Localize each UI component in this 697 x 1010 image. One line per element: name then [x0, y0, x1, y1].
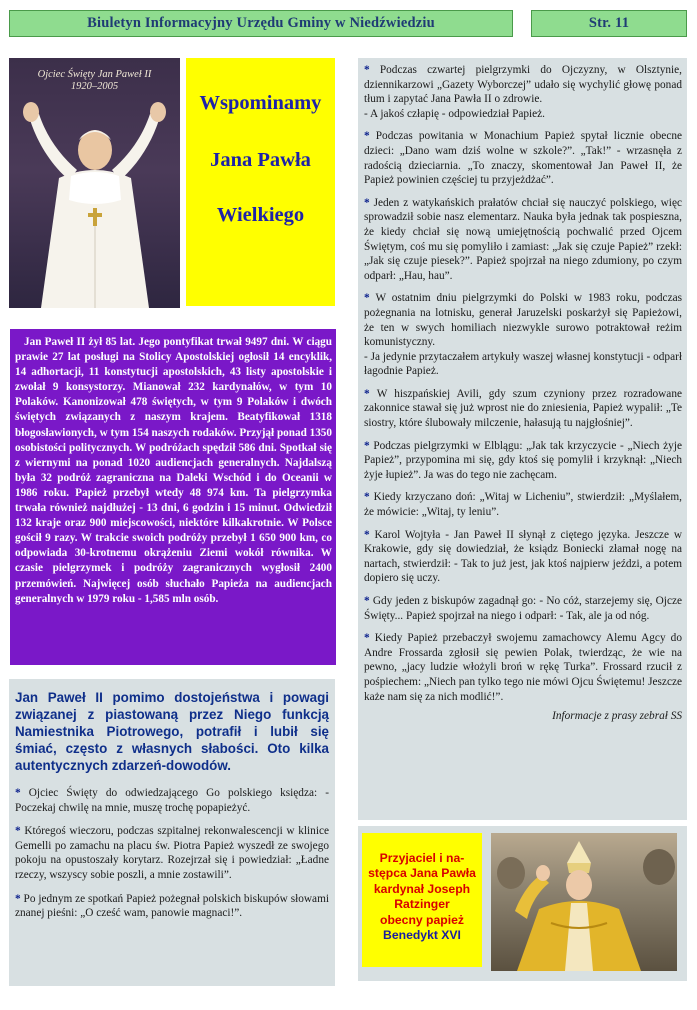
anecdote-item: * Karol Wojtyła - Jan Paweł II słynął z ciętego języka. Jeszcze w Krakowie, gdy się dowiedział, że ksiądz Boniecki złamał nogę na nartach, stwierdził: - Tak to już jest, jak ktoś najpierw jeździ, a potem dopiero się uczy. — [364, 528, 682, 585]
anecdote-item: * Podczas pielgrzymki w Elblągu: „Jak tak krzyczycie - „Niech żyje Papież”, przypomina mi się, gdy ktoś się pomylił i krzyknął: „Niech żyje łupież”. Ja was do tego nie zachęcam. — [364, 439, 682, 481]
anecdote-item: * Któregoś wieczoru, podczas szpitalnej rekonwalescencji w klinice Gemelli po zamachu na placu św. Piotra Papież wyszedł ze swojego pokoju na opustoszały korytarz. Rozejrzał się i powiedział: „Ładne rzeczy, wszyscy sobie poszli, a mnie zostawili”. — [15, 825, 329, 881]
anecdote-item: * Gdy jeden z biskupów zagadnął go: - No cóż, starzejemy się, Ojcze Święty... Papież spojrzał na niego i odparł: - Tak, ale ja od nóg. — [364, 595, 682, 622]
pope-photo-caption-years: 1920–2005 — [70, 81, 119, 92]
anecdote-item: * Podczas powitania w Monachium Papież spytał licznie obecne dzieci: „Dano wam dziś wolne w szkole?”. „Tak!” - wrzasnęła z radością dzieciarnia. „To znaczy, skomentował Jan Paweł II, że Papież powinien częściej tu przyjeżdżać”. — [364, 130, 682, 187]
memorial-title-box — [186, 58, 335, 306]
memorial-title-line-1: Wspominamy — [199, 92, 322, 114]
page-number-box — [531, 10, 687, 37]
successor-caption-line-5: obecny papież — [380, 912, 464, 927]
anecdote-item: * Podczas czwartej pielgrzymki do Ojczyzny, w Olsztynie, dziennikarzowi „Gazety Wyborczej” udało się wychylić głowę ponad tłum i zapytać Jana Pawła II o zdrowie. - A jakoś człapię - odpowiedział Papież. — [364, 64, 682, 120]
memorial-title-line-3: Wielkiego — [216, 204, 305, 226]
pope-photo — [9, 58, 180, 308]
benedict-photo — [491, 833, 677, 971]
bulletin-title: Biuletyn Informacyjny Urzędu Gminy w Niedźwiedziu — [87, 15, 435, 31]
successor-caption-line-2: stępca Jana Pawła — [368, 866, 476, 881]
anecdote-item: * Kiedy Papież przebaczył swojemu zamachowcy Alemu Agcy do Andre Frossarda zgłosił się pewien Polak, twierdząc, że wie na pewno, „jacy ludzie włożyli broń w rękę Turka”. Frossard rzucił z pośpiechem: „Niech pan tylko tego nie mówi Ojcu Świętemu! Jeszcze każe nam się za nich modlić!”. — [364, 632, 682, 703]
memorial-title-line-2: Jana Pawła — [210, 149, 311, 171]
anecdote-item: * W hiszpańskiej Avili, gdy szum czyniony przez rozradowane zakonnice stawał się już wprost nie do zniesienia, Papież wypalił: „Te siostry, które ślubowały milczenie, hałasują tu najgłośniej”. — [364, 387, 682, 430]
anecdotes-intro-box — [9, 679, 335, 986]
anecdotes-column — [358, 58, 687, 820]
anecdote-item: * Po jednym ze spotkań Papież pożegnał polskich biskupów słowami znanej pieśni: „O cześć wam, panowie magnaci!”. — [15, 892, 329, 920]
successor-caption-box — [362, 833, 482, 967]
bulletin-title-bar — [9, 10, 513, 37]
benedict-figure-illustration — [491, 833, 677, 971]
page-number: Str. 11 — [588, 15, 630, 31]
anecdote-item: * W ostatnim dniu pielgrzymki do Polski w 1983 roku, podczas pożegnania na lotnisku, generał Jaruzelski poskarżył się Papieżowi, że ten w swych homiliach niezwykle surowo potraktował reżim komunistyczny. - Ja jedynie przytaczałem artykuły waszej własnej konstytucji - odparł łagodnie Papież. — [364, 292, 682, 378]
compiler-signature: Informacje z prasy zebrał SS — [552, 710, 682, 723]
anecdote-item: * Jeden z watykańskich prałatów chciał się nauczyć polskiego, więc sprowadził sobie nasz elementarz. Nauka była jednak tak pospieszna, że kiedy chciał się nową umiejętnością pochwalić przed Ojcem Świętym, coś mu się pomyliło i zamiast: „Jak się czuje Papież” rzekł: „Jak się czuje piesek?”. Papież spojrzał na niego zdumiony, po czym odparł: „Hau, hau”. — [364, 196, 682, 282]
anecdotes-lead: Jan Paweł II pomimo dostojeństwa i powagi związanej z piastowaną przez Niego funkcją Namiestnika Piotrowego, potrafił i lubił się śmiać, często z własnych słabości. Oto kilka autentycznych zdarzeń-dowodów. — [15, 690, 329, 773]
pope-figure-illustration — [9, 58, 180, 308]
anecdote-item: * Kiedy krzyczano doń: „Witaj w Licheniu”, stwierdził: „Myślałem, że mówicie: „Witaj, ty leniu”. — [364, 491, 682, 519]
pontificate-statistics-box — [10, 329, 336, 665]
pontificate-statistics-text: Jan Paweł II żył 85 lat. Jego pontyfikat trwał 9497 dni. W ciągu prawie 27 lat posługi na Stolicy Apostolskiej ogłosił 14 encyklik, 14 adhortacji, 11 konstytucji apostolskich, 43 listy apostolskie i zwołał 9 konsystorzy. Mianował 232 kardynałów, w tym 10 Polaków. Kanonizował 478 świętych, w tym 9 Polaków i dwóch świętych związanych z naszym krajem. Beatyfikował 1318 błogosławionych, w tym 154 naszych rodaków. Przyjął ponad 1350 osobistości politycznych. W podróżach spędził 586 dni. Spotkał się z wiernymi na ponad 1020 audiencjach generalnych. Najdalszą była 32 podróż zagraniczna na Daleki Wschód i do Oceanii w 1986 roku. Papież przebył wtedy 48 974 km. Ta pielgrzymka trwała również najdłużej - 13 dni, 6 godzin i 15 minut. Odwiedził 132 kraje oraz 900 miejscowości, niektóre kilkakrotnie. W Polsce gościł 9 razy. W trakcie swoich podróży przebył 1 650 900 km, co odpowiada 30-krotnemu okrążeniu Ziemi wokół równika. W czasie pielgrzymek i podróży zagranicznych wygłosił 2400 przemówień. Najwięcej osób słuchało Papieża na audiencjach generalnych w 1979 roku - 1,585 mln osób. — [15, 336, 332, 605]
successor-caption-line-3: kardynał Joseph — [373, 881, 471, 896]
anecdote-item: * Ojciec Święty do odwiedzającego Go polskiego księdza: - Poczekaj chwilę na mnie, muszę trochę popapieżyć. — [15, 787, 329, 814]
successor-caption-line-4: Ratzinger — [394, 897, 450, 912]
pope-photo-caption-name: Ojciec Święty Jan Paweł II — [37, 69, 152, 80]
successor-caption-line-6: Benedykt XVI — [383, 928, 461, 943]
successor-caption-line-1: Przyjaciel i na- — [379, 851, 465, 865]
